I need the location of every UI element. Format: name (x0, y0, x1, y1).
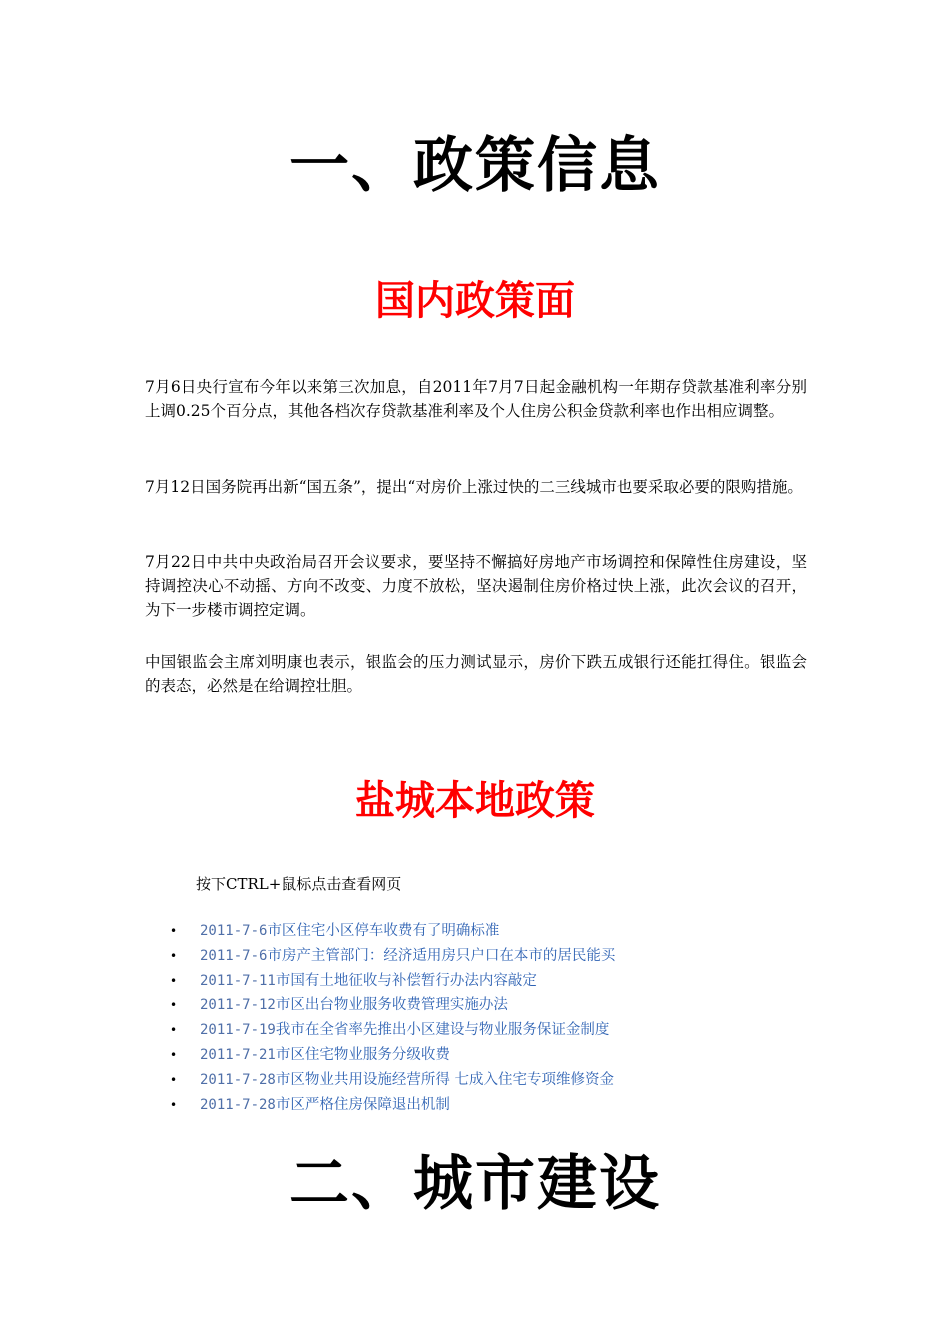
domestic-paragraph-3: 7月22日中共中央政治局召开会议要求，要坚持不懈搞好房地产市场调控和保障性住房建设，坚持调控决心不动摇、方向不改变、力度不放松，坚决遏制住房价格过快上涨，此次会议的召开，为下一步楼市调控定调。 (145, 553, 807, 619)
link-item[interactable] (170, 1093, 615, 1118)
link-item[interactable] (170, 1043, 615, 1068)
domestic-paragraph-1: 7月6日央行宣布今年以来第三次加息，自2011年7月7日起金融机构一年期存贷款基准利率分别上调0.25个百分点，其他各档次存贷款基准利率及个人住房公积金贷款利率也作出相应调整。 (145, 378, 807, 420)
domestic-paragraph-2: 7月12日国务院再出新“国五条”，提出“对房价上涨过快的二三线城市也要采取必要的限购措施。 (145, 478, 803, 496)
bullet-icon: • (170, 1023, 178, 1038)
link-title[interactable]: 我市在全省率先推出小区建设与物业服务保证金制度 (275, 1022, 610, 1039)
bullet-icon: • (170, 973, 178, 988)
link-item[interactable] (170, 919, 615, 944)
domestic-paragraph-4: 中国银监会主席刘明康也表示，银监会的压力测试显示，房价下跌五成银行还能扛得住。银监会的表态，必然是在给调控壮胆。 (145, 653, 807, 695)
link-title[interactable]: 市区严格住房保障退出机制 (275, 1096, 450, 1113)
link-item[interactable] (170, 993, 615, 1018)
local-policy-link-list (170, 919, 615, 1117)
domestic-policy-heading: 国内政策面 (375, 278, 575, 324)
link-date[interactable]: 2011-7-28 (200, 1071, 276, 1088)
bullet-icon: • (170, 1047, 178, 1062)
link-title[interactable]: 市区住宅物业服务分级收费 (275, 1046, 450, 1063)
section-2-heading: 二、城市建设 (289, 1149, 661, 1219)
link-date[interactable]: 2011-7-28 (200, 1096, 276, 1113)
bullet-icon: • (170, 998, 178, 1013)
link-date[interactable]: 2011-7-12 (200, 997, 276, 1014)
link-title[interactable]: 市区出台物业服务收费管理实施办法 (275, 997, 508, 1014)
link-title[interactable]: 市区物业共用设施经营所得 七成入住宅专项维修资金 (275, 1071, 614, 1088)
bullet-icon: • (170, 924, 178, 938)
link-item[interactable] (170, 969, 615, 994)
bullet-icon: • (170, 1072, 178, 1087)
link-title[interactable]: 市国有土地征收与补偿暂行办法内容敲定 (275, 972, 537, 989)
bullet-icon: • (170, 1097, 178, 1112)
link-item[interactable] (170, 1068, 615, 1093)
link-item[interactable] (170, 1018, 615, 1043)
link-date[interactable]: 2011-7-6 (200, 923, 268, 939)
link-date[interactable]: 2011-7-11 (200, 972, 276, 989)
section-1-heading: 一、政策信息 (289, 131, 661, 201)
link-title[interactable]: 市区住宅小区停车收费有了明确标准 (267, 923, 500, 939)
link-item[interactable] (170, 944, 615, 969)
local-policy-heading: 盐城本地政策 (355, 778, 595, 824)
link-date[interactable]: 2011-7-19 (200, 1022, 276, 1039)
link-title[interactable]: 市房产主管部门：经济适用房只户口在本市的居民能买 (267, 947, 616, 964)
link-date[interactable]: 2011-7-6 (200, 947, 268, 964)
ctrl-click-note: 按下CTRL+鼠标点击查看网页 (196, 875, 402, 893)
link-date[interactable]: 2011-7-21 (200, 1046, 276, 1063)
bullet-icon: • (170, 948, 178, 963)
